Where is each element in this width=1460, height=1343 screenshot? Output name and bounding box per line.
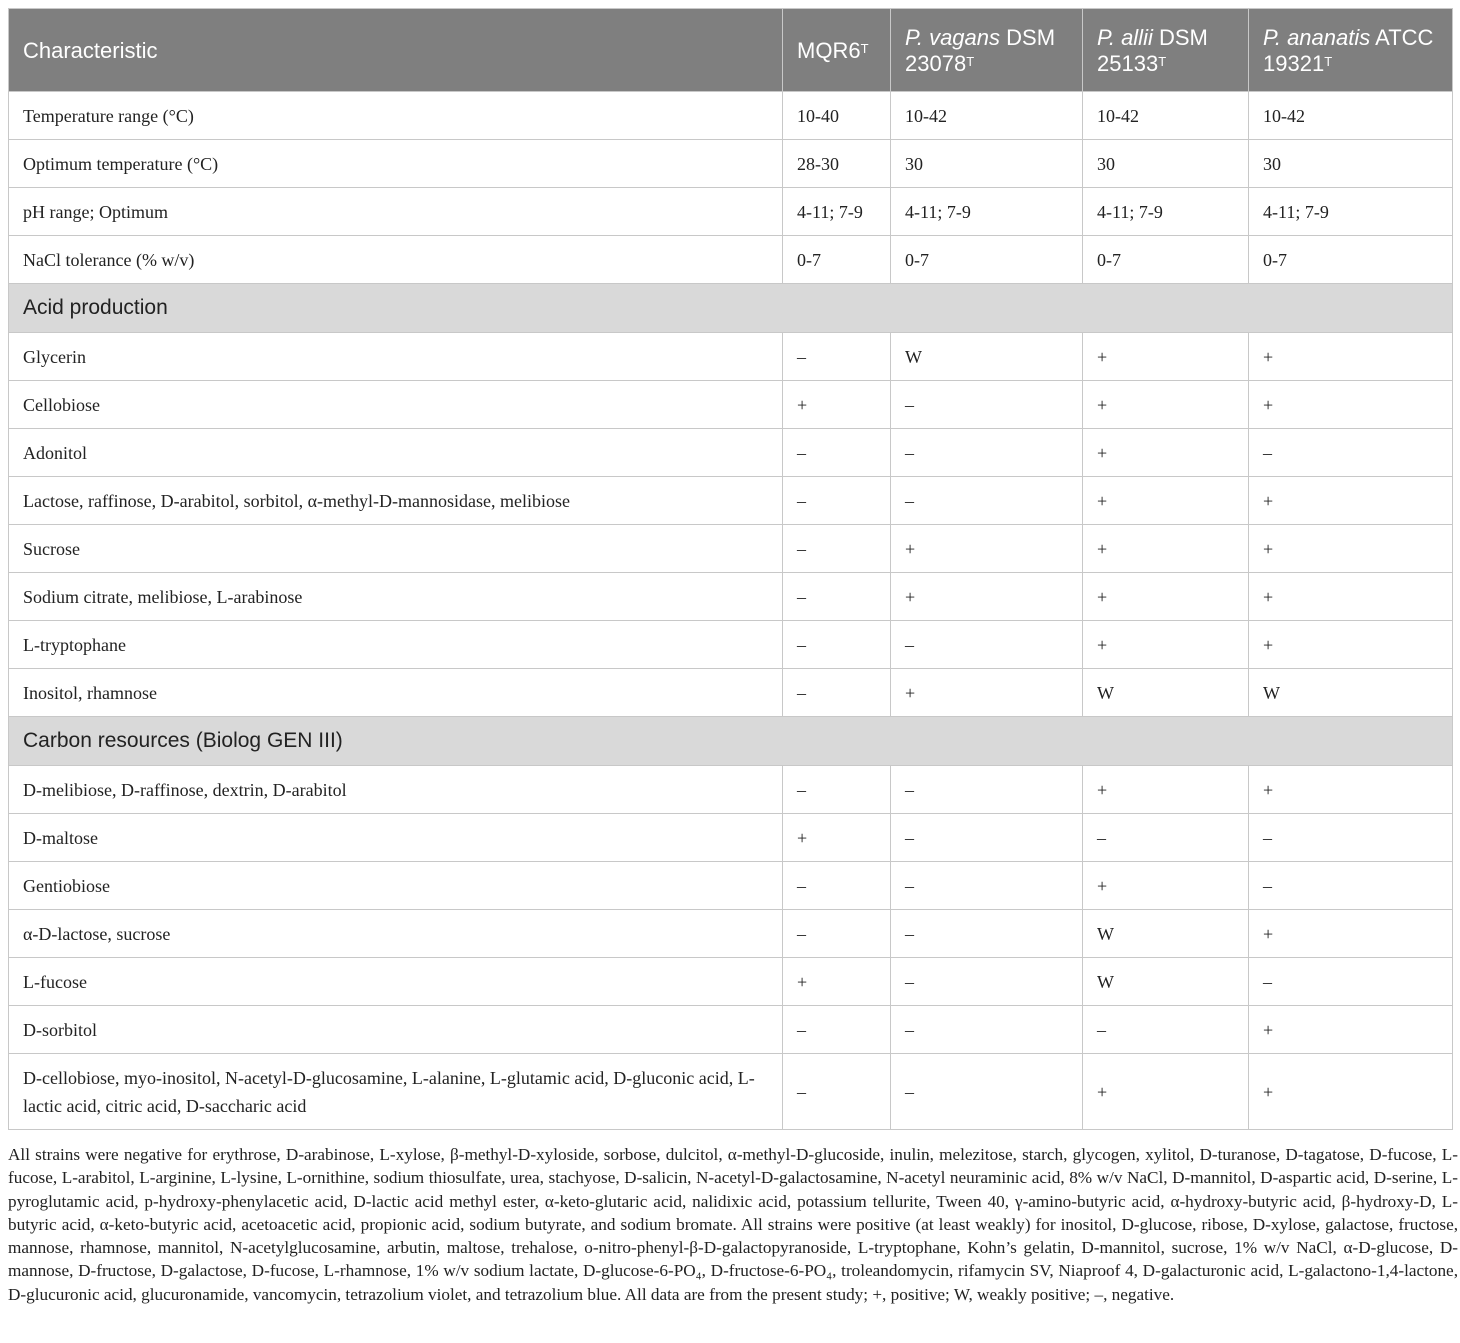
value-cell: +	[1249, 525, 1453, 573]
value-cell: W	[1083, 910, 1249, 958]
header-row	[9, 9, 1453, 92]
value-cell: –	[783, 669, 891, 717]
value-cell: 28-30	[783, 140, 891, 188]
value-cell: 30	[891, 140, 1083, 188]
value-cell: +	[891, 573, 1083, 621]
value-cell: +	[1249, 910, 1453, 958]
characteristic-cell: D-melibiose, D-raffinose, dextrin, D-arabitol	[9, 766, 783, 814]
value-cell: –	[891, 1054, 1083, 1130]
table-row	[9, 188, 1453, 236]
table-row	[9, 910, 1453, 958]
table-row	[9, 525, 1453, 573]
species-name: P. vagans	[905, 25, 1001, 50]
value-cell: –	[783, 1006, 891, 1054]
value-cell: –	[891, 862, 1083, 910]
value-cell: +	[1249, 381, 1453, 429]
type-strain-marker: T	[860, 41, 869, 56]
value-cell: +	[1249, 573, 1453, 621]
characteristic-cell: Sucrose	[9, 525, 783, 573]
value-cell: 0-7	[1083, 236, 1249, 284]
value-cell: –	[891, 477, 1083, 525]
characteristic-cell: L-fucose	[9, 958, 783, 1006]
value-cell: –	[783, 525, 891, 573]
characteristic-cell: D-cellobiose, myo-inositol, N-acetyl-D-glucosamine, L-alanine, L-glutamic acid, D-gluconic acid, L-lactic acid, citric acid, D-saccharic acid	[9, 1054, 783, 1130]
value-cell: –	[783, 429, 891, 477]
table-row	[9, 621, 1453, 669]
value-cell: +	[1083, 477, 1249, 525]
header-text: MQR6	[797, 38, 861, 63]
value-cell: +	[1083, 862, 1249, 910]
value-cell: –	[891, 814, 1083, 862]
value-cell: –	[1249, 958, 1453, 1006]
value-cell: 4-11; 7-9	[891, 188, 1083, 236]
value-cell: 10-42	[1249, 92, 1453, 140]
value-cell: 4-11; 7-9	[1083, 188, 1249, 236]
characteristics-table	[8, 8, 1453, 1130]
table-row	[9, 766, 1453, 814]
value-cell: 4-11; 7-9	[1249, 188, 1453, 236]
table-row	[9, 1054, 1453, 1130]
value-cell: +	[1083, 621, 1249, 669]
table-row	[9, 862, 1453, 910]
section-heading: Acid production	[9, 284, 1453, 333]
value-cell: +	[1249, 1054, 1453, 1130]
value-cell: +	[783, 381, 891, 429]
value-cell: –	[783, 333, 891, 381]
column-header	[1249, 9, 1453, 92]
species-name: P. ananatis	[1263, 25, 1371, 50]
value-cell: +	[1083, 429, 1249, 477]
table-row	[9, 1006, 1453, 1054]
value-cell: –	[891, 621, 1083, 669]
table-row	[9, 236, 1453, 284]
value-cell: +	[1249, 1006, 1453, 1054]
value-cell: 10-42	[1083, 92, 1249, 140]
value-cell: +	[1083, 381, 1249, 429]
value-cell: +	[1083, 573, 1249, 621]
characteristic-cell: Glycerin	[9, 333, 783, 381]
value-cell: –	[891, 958, 1083, 1006]
value-cell: –	[783, 862, 891, 910]
characteristic-cell: Gentiobiose	[9, 862, 783, 910]
column-header	[9, 9, 783, 92]
table-row	[9, 429, 1453, 477]
value-cell: +	[1083, 1054, 1249, 1130]
value-cell: –	[891, 1006, 1083, 1054]
type-strain-marker: T	[1324, 54, 1333, 69]
value-cell: –	[783, 910, 891, 958]
type-strain-marker: T	[966, 54, 975, 69]
characteristic-cell: α-D-lactose, sucrose	[9, 910, 783, 958]
value-cell: W	[891, 333, 1083, 381]
value-cell: –	[783, 477, 891, 525]
value-cell: W	[1083, 669, 1249, 717]
value-cell: –	[891, 381, 1083, 429]
value-cell: –	[783, 573, 891, 621]
table-row	[9, 140, 1453, 188]
value-cell: 4-11; 7-9	[783, 188, 891, 236]
table-row	[9, 814, 1453, 862]
value-cell: –	[783, 621, 891, 669]
column-header	[891, 9, 1083, 92]
value-cell: 10-40	[783, 92, 891, 140]
value-cell: 0-7	[891, 236, 1083, 284]
characteristic-cell: NaCl tolerance (% w/v)	[9, 236, 783, 284]
table-row	[9, 381, 1453, 429]
value-cell: +	[1083, 333, 1249, 381]
value-cell: +	[1249, 477, 1453, 525]
table-row	[9, 333, 1453, 381]
value-cell: +	[1083, 766, 1249, 814]
type-strain-marker: T	[1158, 54, 1167, 69]
value-cell: –	[891, 429, 1083, 477]
characteristic-cell: D-sorbitol	[9, 1006, 783, 1054]
value-cell: –	[891, 910, 1083, 958]
characteristic-cell: Optimum temperature (°C)	[9, 140, 783, 188]
header-text: DSM 23078	[905, 25, 1056, 76]
characteristic-cell: Sodium citrate, melibiose, L-arabinose	[9, 573, 783, 621]
characteristic-cell: Temperature range (°C)	[9, 92, 783, 140]
value-cell: –	[1249, 862, 1453, 910]
value-cell: –	[783, 766, 891, 814]
table-row	[9, 573, 1453, 621]
value-cell: 0-7	[783, 236, 891, 284]
header-text: DSM 25133	[1097, 25, 1208, 76]
value-cell: +	[783, 958, 891, 1006]
value-cell: –	[1083, 814, 1249, 862]
value-cell: 30	[1249, 140, 1453, 188]
value-cell: +	[1249, 766, 1453, 814]
table-footnote: All strains were negative for erythrose, D-arabinose, L-xylose, β-methyl-D-xyloside, sorbose, dulcitol, α-methyl-D-glucoside, inulin, melezitose, starch, glycogen, xylitol, D-turanose, D-tagatose, D-fucose, L-fucose, L-arabitol, L-arginine, L-lysine, L-ornithine, sodium thiosulfate, urea, stachyose, D-salicin, N-acetyl-D-galactosamine, N-acetyl neuraminic acid, 8% w/v NaCl, D-mannitol, D-aspartic acid, D-serine, L-pyroglutamic acid, p-hydroxy-phenylacetic acid, D-lactic acid methyl ester, α-keto-glutaric acid, nalidixic acid, potassium tellurite, Tween 40, γ-amino-butyric acid, α-hydroxy-butyric acid, β-hydroxy-D, L-butyric acid, α-keto-butyric acid, acetoacetic acid, propionic acid, sodium butyrate, and sodium bromate. All strains were positive (at least weakly) for inositol, D-glucose, ribose, D-xylose, galactose, fructose, mannose, rhamnose, mannitol, N-acetylglucosamine, arbutin, maltose, trehalose, o-nitro-phenyl-β-D-galactopyranoside, L-tryptophane, Kohn’s gelatin, D-mannitol, sucrose, 1% w/v NaCl, α-D-glucose, D-mannose, D-fructose, D-galactose, D-fucose, L-rhamnose, 1% w/v sodium lactate, D-glucose-6-PO₄, D-fructose-6-PO₄, troleandomycin, rifamycin SV, Niaproof 4, D-galacturonic acid, L-galactono-1,4-lactone, D-glucuronic acid, glucuronamide, vancomycin, tetrazolium violet, and tetrazolium blue. All data are from the present study; +, positive; W, weakly positive; –, negative.	[8, 1145, 1458, 1304]
header-text: Characteristic	[23, 38, 158, 63]
value-cell: +	[1083, 525, 1249, 573]
value-cell: 10-42	[891, 92, 1083, 140]
value-cell: 0-7	[1249, 236, 1453, 284]
value-cell: +	[1249, 621, 1453, 669]
characteristic-cell: Adonitol	[9, 429, 783, 477]
table-row	[9, 477, 1453, 525]
section-row	[9, 717, 1453, 766]
value-cell: –	[1249, 429, 1453, 477]
species-name: P. allii	[1097, 25, 1153, 50]
characteristic-cell: L-tryptophane	[9, 621, 783, 669]
characteristic-cell: Inositol, rhamnose	[9, 669, 783, 717]
value-cell: +	[783, 814, 891, 862]
value-cell: –	[1083, 1006, 1249, 1054]
characteristic-cell: D-maltose	[9, 814, 783, 862]
value-cell: W	[1249, 669, 1453, 717]
table-row	[9, 958, 1453, 1006]
table-row	[9, 92, 1453, 140]
value-cell: –	[1249, 814, 1453, 862]
characteristic-cell: Cellobiose	[9, 381, 783, 429]
value-cell: –	[891, 766, 1083, 814]
characteristic-cell: Lactose, raffinose, D-arabitol, sorbitol, α-methyl-D-mannosidase, melibiose	[9, 477, 783, 525]
value-cell: W	[1083, 958, 1249, 1006]
column-header	[1083, 9, 1249, 92]
value-cell: 30	[1083, 140, 1249, 188]
header-text: ATCC 19321	[1263, 25, 1434, 76]
value-cell: –	[783, 1054, 891, 1130]
column-header	[783, 9, 891, 92]
value-cell: +	[891, 669, 1083, 717]
section-row	[9, 284, 1453, 333]
value-cell: +	[1249, 333, 1453, 381]
section-heading: Carbon resources (Biolog GEN III)	[9, 717, 1453, 766]
characteristic-cell: pH range; Optimum	[9, 188, 783, 236]
value-cell: +	[891, 525, 1083, 573]
table-row	[9, 669, 1453, 717]
